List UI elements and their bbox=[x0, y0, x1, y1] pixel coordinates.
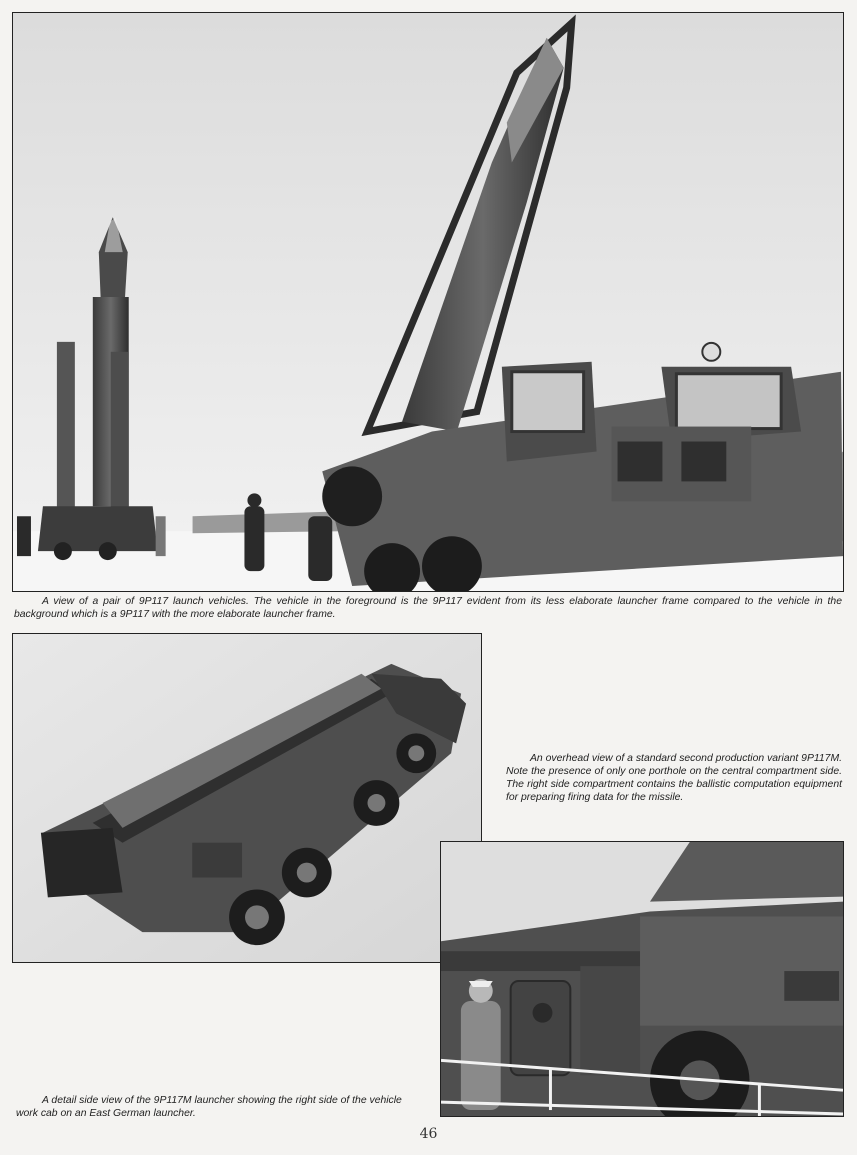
photo-launch-vehicles-pair bbox=[12, 12, 844, 592]
caption-middle-photo: An overhead view of a standard second production variant 9P117M. Note the presence of only one porthole on the central compartment side. The right side compartment contains the ballistic computation equipment for preparing firing data for the missile. bbox=[506, 753, 842, 803]
caption-bottom-photo: A detail side view of the 9P117M launcher showing the right side of the vehicle work cab on an East German launcher. bbox=[16, 1095, 402, 1119]
photo-overhead-launcher bbox=[12, 633, 482, 963]
page-number: 46 bbox=[419, 1126, 438, 1142]
photo-work-cab-side bbox=[440, 841, 844, 1117]
caption-top-photo: A view of a pair of 9P117 launch vehicles. The vehicle in the foreground is the 9P117 evident from its less elaborate launcher frame compared to the vehicle in the background which is a 9P117 with the more elaborate launcher frame. bbox=[14, 596, 842, 620]
